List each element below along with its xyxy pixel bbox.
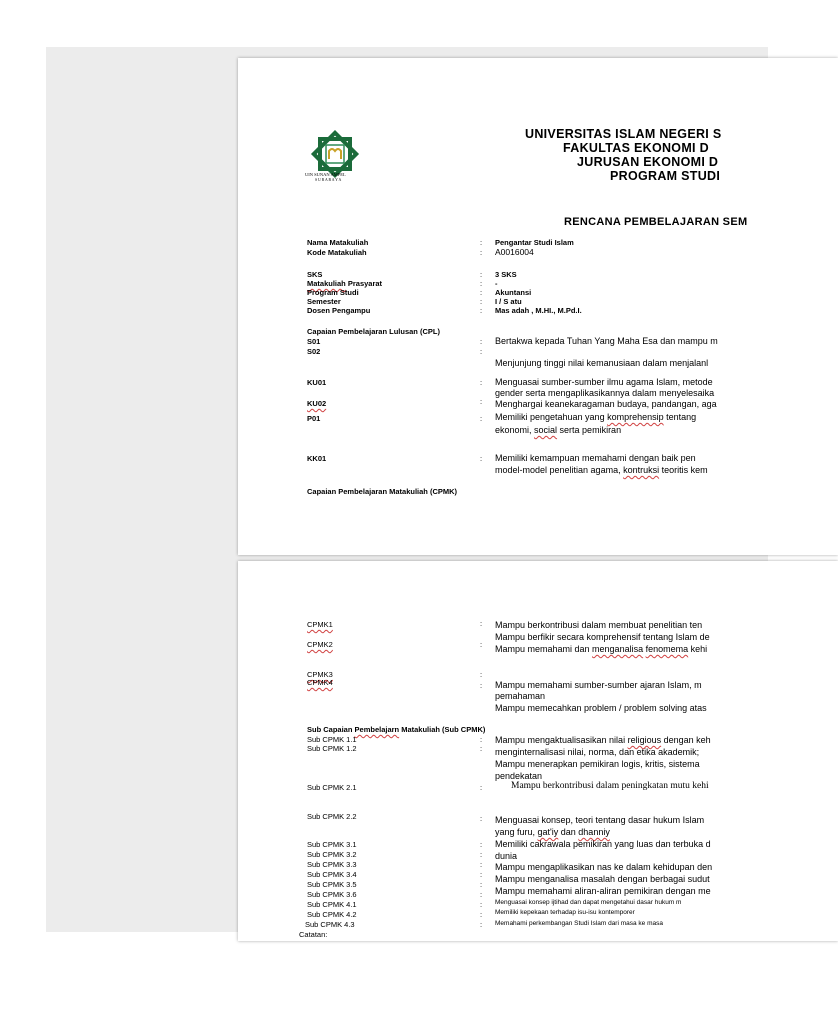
cpmk4-label	[307, 678, 333, 687]
cpmk4-text-1: Mampu memahami sumber-sumber ajaran Islam, m	[495, 680, 702, 690]
colon: :	[480, 744, 483, 753]
sub-cpmk-1-1-text-a: Mampu mengaktualisasikan nilai	[495, 735, 628, 745]
colon: :	[480, 860, 483, 869]
cpmk4-text-3: Mampu memecahkan problem / problem solving atas	[495, 703, 707, 713]
cpmk2-text-2d: fenomema	[645, 644, 689, 654]
sub-cpmk-4-1-text: Menguasai konsep ijtihad dan dapat mengetahui dasar hukum m	[495, 899, 682, 906]
sub-cpmk-1-1-label: Sub CPMK 1.1	[307, 735, 357, 744]
colon: :	[480, 397, 483, 406]
sub-cpmk-3-2-label: Sub CPMK 3.2	[307, 850, 357, 859]
sub-cpmk-2-2-text-1: Menguasai konsep, teori tentang dasar hukum Islam	[495, 815, 705, 825]
colon: :	[480, 681, 483, 690]
sub-cpmk-3-1-label: Sub CPMK 3.1	[307, 840, 357, 849]
ku01-label: KU01	[307, 378, 327, 387]
colon: :	[480, 378, 483, 387]
sub-cpmk-1-2-text-1: menginternalisasi nilai, norma, dan etika akademik;	[495, 747, 700, 757]
sub-cpmk-2-2-text-2d: dhanniy	[578, 827, 610, 837]
colon: :	[480, 337, 483, 346]
kk01-text-2	[495, 465, 708, 476]
sub-cpmk-3-5-label: Sub CPMK 3.5	[307, 880, 357, 889]
program-studi-label: Program Studi	[307, 288, 359, 297]
prasyarat-value: -	[495, 279, 498, 288]
colon: :	[480, 279, 483, 288]
colon: :	[480, 900, 483, 909]
cpmk2-text-2b: menganalisa	[592, 644, 644, 654]
sub-cpmk-2-2-text-2c: dan	[558, 827, 579, 837]
kk01-text-2c: teoritis kem	[659, 465, 708, 475]
kk01-text-2b: kontruksi	[623, 465, 660, 475]
s01-label: S01	[307, 337, 321, 346]
colon: :	[480, 890, 483, 899]
colon: :	[480, 640, 483, 649]
sub-cpmk-4-2-label: Sub CPMK 4.2	[307, 910, 357, 919]
document-page-1	[238, 58, 838, 555]
sub-cpmk-3-2-text: dunia	[495, 851, 518, 861]
nama-matakuliah-value: Pengantar Studi Islam	[495, 238, 574, 247]
colon: :	[480, 735, 483, 744]
kk01-label: KK01	[307, 454, 327, 463]
colon: :	[480, 783, 483, 792]
cpmk2-text-2e: kehi	[688, 644, 708, 654]
sub-cpmk-2-2-text-2a: yang furu,	[495, 827, 538, 837]
header-program: PROGRAM STUDI	[610, 169, 721, 183]
cpmk-heading: Capaian Pembelajaran Matakuliah (CPMK)	[307, 487, 458, 496]
colon: :	[480, 840, 483, 849]
sub-cpmk-3-4-text: Mampu menganalisa masalah dengan berbagai sudut	[495, 874, 710, 884]
cpmk1-text: Mampu berkontribusi dalam membuat penelitian ten	[495, 620, 703, 630]
sub-cpmk-2-2-text-2	[495, 827, 610, 838]
cpmk2-text-2a: Mampu memahami dan	[495, 644, 593, 654]
semester-value: I / S atu	[495, 297, 522, 306]
colon: :	[480, 670, 483, 679]
sub-cpmk-3-4-label: Sub CPMK 3.4	[307, 870, 357, 879]
colon: :	[480, 920, 483, 929]
ku02-text: Menghargai keanekaragaman budaya, pandangan, aga	[495, 399, 717, 409]
p01-text-2a: ekonomi,	[495, 425, 535, 435]
colon: :	[480, 814, 483, 823]
ku02-label-text: KU02	[307, 399, 327, 408]
sub-cpmk-1-1-text	[495, 735, 711, 746]
colon: :	[480, 454, 483, 463]
cpmk2-label-text: CPMK2	[307, 640, 333, 649]
program-studi-value: Akuntansi	[495, 288, 532, 297]
colon: :	[480, 880, 483, 889]
p01-text-1b: komprehensip	[607, 412, 664, 422]
sub-cpmk-2-1-label: Sub CPMK 2.1	[307, 783, 357, 792]
sub-cpmk-4-3-label: Sub CPMK 4.3	[305, 920, 355, 929]
header-department: JURUSAN EKONOMI D	[577, 155, 719, 169]
dosen-label: Dosen Pengampu	[307, 306, 371, 315]
s01-text: Bertakwa kepada Tuhan Yang Maha Esa dan mampu m	[495, 336, 718, 346]
document-page-2	[238, 561, 838, 941]
p01-text-2c: serta pemikiran	[557, 425, 622, 435]
sub-cpmk-3-6-label: Sub CPMK 3.6	[307, 890, 357, 899]
sub-cpmk-2-2-text-2b: gat'iy	[537, 827, 559, 837]
logo-subcaption: S U R A B A Y A	[315, 178, 342, 182]
kk01-text-1: Memiliki kemampuan memahami dengan baik pen	[495, 453, 696, 463]
sub-cpmk-2-2-label: Sub CPMK 2.2	[307, 812, 357, 821]
colon: :	[480, 347, 483, 356]
prasyarat-label-b: Prasyarat	[345, 279, 383, 288]
colon: :	[480, 238, 483, 247]
colon: :	[480, 248, 483, 257]
nama-matakuliah-label: Nama Matakuliah	[307, 238, 369, 247]
header-university: UNIVERSITAS ISLAM NEGERI S	[525, 127, 722, 141]
cpmk2-label	[307, 640, 333, 649]
s02-text: Menjunjung tinggi nilai kemanusiaan dalam menjalanl	[495, 358, 709, 368]
colon: :	[480, 619, 483, 628]
sub-cpmk-1-2-text-3: pendekatan	[495, 771, 543, 781]
sub-cpmk-heading-c: Matakuliah (Sub CPMK)	[399, 725, 486, 734]
sub-cpmk-4-3-text: Memahami perkembangan Studi Islam dari masa ke masa	[495, 920, 663, 927]
sub-cpmk-3-1-text: Memiliki cakrawala pemikiran yang luas dan terbuka d	[495, 839, 711, 849]
cpmk3-label-text: CPMK3	[307, 670, 333, 679]
university-logo	[305, 132, 365, 190]
cpl-heading: Capaian Pembelajaran Lulusan (CPL)	[307, 327, 440, 336]
sks-value: 3 SKS	[495, 270, 517, 279]
cpmk1-label-text: CPMK1	[307, 620, 333, 629]
document-viewer[interactable]	[46, 47, 768, 939]
logo-caption: UIN SUNAN AMPEL	[305, 172, 346, 177]
colon: :	[480, 850, 483, 859]
ku01-text-2: gender serta mengaplikasikannya dalam menyelesaika	[495, 388, 715, 398]
sub-cpmk-2-1-text: Mampu berkontribusi dalam peningkatan mutu kehi	[511, 781, 709, 791]
colon: :	[480, 414, 483, 423]
semester-label: Semester	[307, 297, 341, 306]
cpmk1-label	[307, 620, 333, 629]
sub-cpmk-4-2-text: Memiliki kepekaan terhadap isu-isu kontemporer	[495, 909, 635, 916]
sub-cpmk-3-3-label: Sub CPMK 3.3	[307, 860, 357, 869]
sub-cpmk-1-1-text-b: religious	[627, 735, 662, 745]
sub-cpmk-3-5-text: Mampu memahami aliran-aliran pemikiran dengan me	[495, 886, 711, 896]
colon: :	[480, 910, 483, 919]
sub-cpmk-heading	[307, 725, 485, 734]
prasyarat-label-a: Matakuliah	[307, 279, 346, 288]
ku01-text-1: Menguasai sumber-sumber ilmu agama Islam, metode	[495, 377, 713, 387]
colon: :	[480, 288, 483, 297]
header-faculty: FAKULTAS EKONOMI D	[563, 141, 709, 155]
sks-label: SKS	[307, 270, 323, 279]
cpmk2-text-1: Mampu berfikir secara komprehensif tentang Islam de	[495, 632, 710, 642]
p01-text-2b: social	[534, 425, 558, 435]
s02-label: S02	[307, 347, 321, 356]
p01-text-1a: Memiliki pengetahuan yang	[495, 412, 608, 422]
sub-cpmk-1-2-text-2: Mampu menerapkan pemikiran logis, kritis, sistema	[495, 759, 700, 769]
catatan-label: Catatan:	[299, 930, 328, 939]
cpmk2-text-2	[495, 644, 707, 655]
p01-text-1	[495, 412, 696, 423]
p01-text-2	[495, 425, 621, 436]
dosen-value: Mas adah , M.HI., M.Pd.I.	[495, 306, 582, 315]
cpmk4-label-text: CPMK4	[307, 678, 333, 687]
sub-cpmk-1-2-label: Sub CPMK 1.2	[307, 744, 357, 753]
ku02-label	[307, 399, 326, 408]
sub-cpmk-heading-a: Sub Capaian	[307, 725, 355, 734]
sub-cpmk-1-1-text-c: dengan keh	[661, 735, 711, 745]
colon: :	[480, 870, 483, 879]
kode-matakuliah-value: A0016004	[495, 247, 534, 257]
sub-cpmk-3-3-text: Mampu mengaplikasikan nas ke dalam kehidupan den	[495, 862, 713, 872]
colon: :	[480, 306, 483, 315]
cpmk4-text-2: pemahaman	[495, 691, 546, 701]
document-title: RENCANA PEMBELAJARAN SEM	[564, 216, 748, 228]
colon: :	[480, 297, 483, 306]
colon: :	[480, 270, 483, 279]
prasyarat-label	[307, 279, 382, 288]
kk01-text-2a: model-model penelitian agama,	[495, 465, 624, 475]
sub-cpmk-heading-b: Pembelajarn	[354, 725, 400, 734]
p01-label: P01	[307, 414, 321, 423]
sub-cpmk-4-1-label: Sub CPMK 4.1	[307, 900, 357, 909]
p01-text-1c: tentang	[663, 412, 697, 422]
kode-matakuliah-label: Kode Matakuliah	[307, 248, 367, 257]
